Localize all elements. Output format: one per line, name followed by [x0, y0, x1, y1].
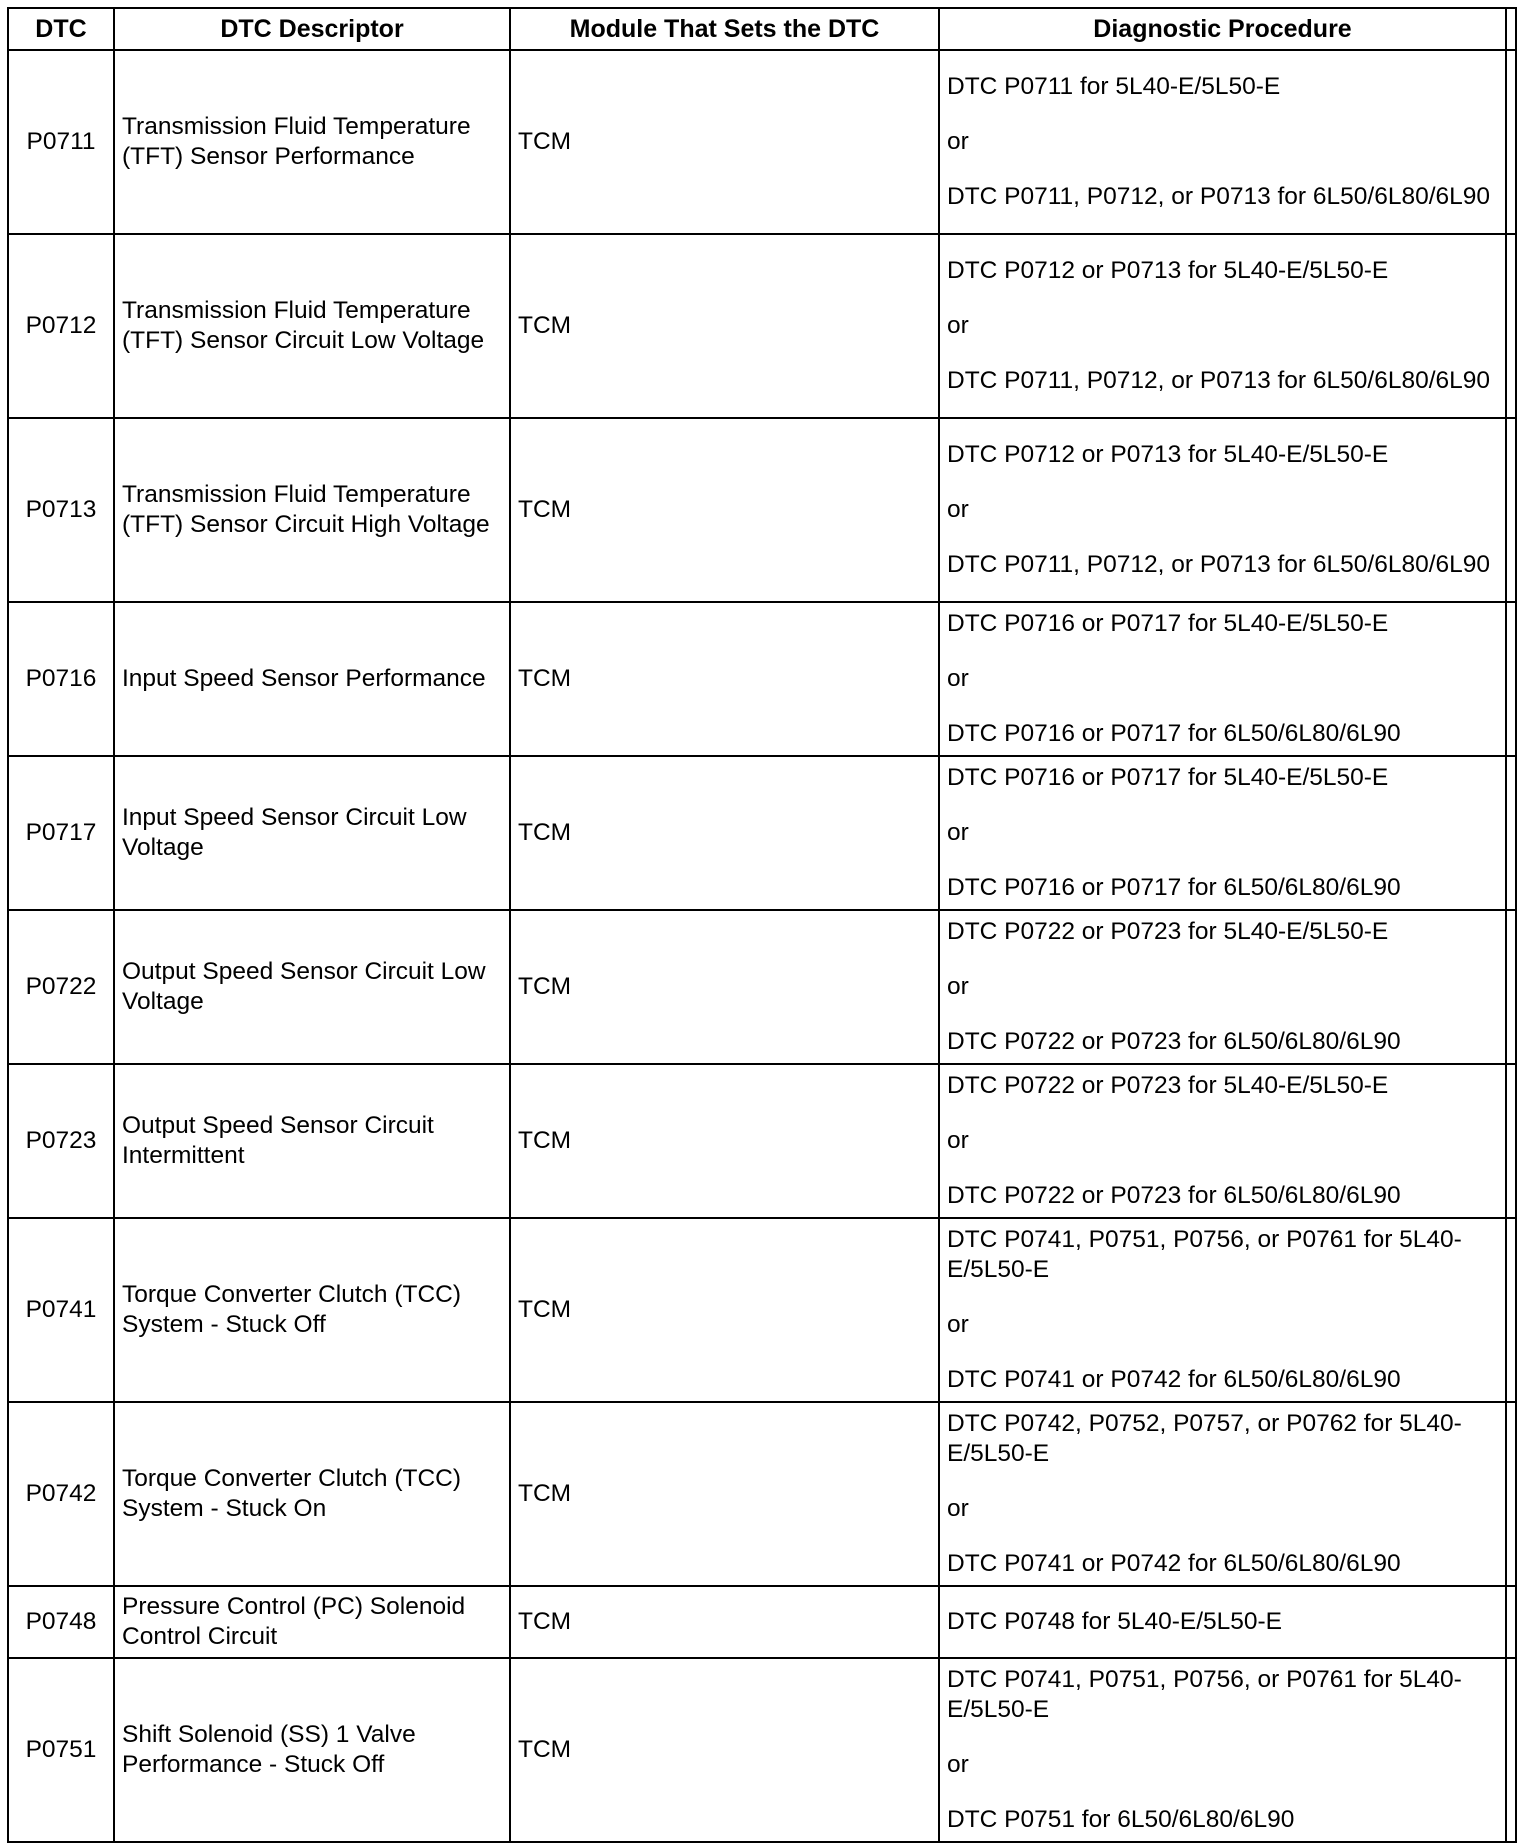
- descriptor-line: Output Speed Sensor Circuit: [122, 1112, 434, 1139]
- dtc-code: P0751: [8, 1658, 114, 1842]
- table-row: [8, 1064, 1516, 1218]
- descriptor-line: Voltage: [122, 988, 204, 1015]
- procedure-line: or: [947, 1311, 969, 1338]
- row-spacer: [1506, 910, 1516, 1064]
- procedure-line: DTC P0716 or P0717 for 5L40-E/5L50-E: [947, 764, 1389, 791]
- descriptor-line: Transmission Fluid Temperature: [122, 297, 471, 324]
- module: TCM: [510, 418, 939, 602]
- row-spacer: [1506, 1218, 1516, 1402]
- descriptor-line: Performance - Stuck Off: [122, 1751, 385, 1778]
- dtc-code: P0722: [8, 910, 114, 1064]
- row-spacer: [1506, 50, 1516, 234]
- module: TCM: [510, 234, 939, 418]
- dtc-code: P0716: [8, 602, 114, 756]
- diagnostic-procedure: [939, 1064, 1506, 1218]
- descriptor-line: Input Speed Sensor Circuit Low: [122, 804, 467, 831]
- dtc-descriptor: [114, 910, 510, 1064]
- descriptor-line: (TFT) Sensor Performance: [122, 143, 415, 170]
- header-spacer: [1506, 8, 1516, 50]
- procedure-line: DTC P0716 or P0717 for 5L40-E/5L50-E: [947, 610, 1389, 637]
- table-row: [8, 756, 1516, 910]
- procedure-line: DTC P0722 or P0723 for 6L50/6L80/6L90: [947, 1028, 1401, 1055]
- procedure-line: or: [947, 1495, 969, 1522]
- diagnostic-procedure: [939, 602, 1506, 756]
- header-descriptor: DTC Descriptor: [114, 8, 510, 50]
- dtc-descriptor: [114, 50, 510, 234]
- diagnostic-procedure: [939, 50, 1506, 234]
- procedure-line: DTC P0722 or P0723 for 5L40-E/5L50-E: [947, 1072, 1389, 1099]
- procedure-line: or: [947, 665, 969, 692]
- procedure-line: or: [947, 496, 969, 523]
- dtc-code: P0711: [8, 50, 114, 234]
- procedure-line: or: [947, 1751, 969, 1778]
- row-spacer: [1506, 1586, 1516, 1658]
- procedure-line: DTC P0712 or P0713 for 5L40-E/5L50-E: [947, 441, 1389, 468]
- diagnostic-procedure: [939, 910, 1506, 1064]
- dtc-table: [7, 7, 1517, 1843]
- procedure-line: or: [947, 128, 969, 155]
- procedure-line: DTC P0742, P0752, P0757, or P0762 for 5L40-E/5L50-E: [947, 1410, 1462, 1467]
- table-row: [8, 418, 1516, 602]
- procedure-line: DTC P0711, P0712, or P0713 for 6L50/6L80/6L90: [947, 367, 1491, 394]
- table-row: [8, 1658, 1516, 1842]
- module: TCM: [510, 1658, 939, 1842]
- dtc-descriptor: [114, 756, 510, 910]
- row-spacer: [1506, 1658, 1516, 1842]
- descriptor-line: Voltage: [122, 834, 204, 861]
- table-row: [8, 602, 1516, 756]
- descriptor-line: Transmission Fluid Temperature: [122, 113, 471, 140]
- table-row: [8, 1402, 1516, 1586]
- module: TCM: [510, 1218, 939, 1402]
- dtc-code: P0713: [8, 418, 114, 602]
- diagnostic-procedure: [939, 1218, 1506, 1402]
- descriptor-line: Transmission Fluid Temperature: [122, 481, 471, 508]
- diagnostic-procedure: [939, 1402, 1506, 1586]
- dtc-code: P0717: [8, 756, 114, 910]
- header-module: Module That Sets the DTC: [510, 8, 939, 50]
- header-row: [8, 8, 1516, 50]
- dtc-code: P0741: [8, 1218, 114, 1402]
- procedure-line: DTC P0722 or P0723 for 5L40-E/5L50-E: [947, 918, 1389, 945]
- row-spacer: [1506, 602, 1516, 756]
- descriptor-line: (TFT) Sensor Circuit High Voltage: [122, 511, 490, 538]
- module: TCM: [510, 756, 939, 910]
- dtc-code: P0723: [8, 1064, 114, 1218]
- dtc-descriptor: [114, 1402, 510, 1586]
- dtc-descriptor: [114, 602, 510, 756]
- dtc-descriptor: [114, 234, 510, 418]
- descriptor-line: Intermittent: [122, 1142, 245, 1169]
- row-spacer: [1506, 418, 1516, 602]
- descriptor-line: Torque Converter Clutch (TCC): [122, 1281, 462, 1308]
- procedure-line: DTC P0751 for 6L50/6L80/6L90: [947, 1806, 1295, 1833]
- dtc-code: P0712: [8, 234, 114, 418]
- procedure-line: DTC P0741, P0751, P0756, or P0761 for 5L40-E/5L50-E: [947, 1226, 1462, 1283]
- table-body: [8, 50, 1516, 1842]
- descriptor-line: Shift Solenoid (SS) 1 Valve: [122, 1721, 416, 1748]
- procedure-line: DTC P0716 or P0717 for 6L50/6L80/6L90: [947, 874, 1401, 901]
- module: TCM: [510, 50, 939, 234]
- procedure-line: DTC P0748 for 5L40-E/5L50-E: [947, 1608, 1283, 1635]
- procedure-line: DTC P0712 or P0713 for 5L40-E/5L50-E: [947, 257, 1389, 284]
- descriptor-line: Torque Converter Clutch (TCC): [122, 1465, 462, 1492]
- procedure-line: DTC P0741 or P0742 for 6L50/6L80/6L90: [947, 1550, 1401, 1577]
- descriptor-line: Output Speed Sensor Circuit Low: [122, 958, 486, 985]
- dtc-code: P0742: [8, 1402, 114, 1586]
- procedure-line: DTC P0741 or P0742 for 6L50/6L80/6L90: [947, 1366, 1401, 1393]
- table-row: [8, 910, 1516, 1064]
- descriptor-line: Pressure Control (PC) Solenoid: [122, 1593, 466, 1620]
- dtc-descriptor: [114, 1586, 510, 1658]
- procedure-line: DTC P0716 or P0717 for 6L50/6L80/6L90: [947, 720, 1401, 747]
- module: TCM: [510, 1586, 939, 1658]
- procedure-line: DTC P0741, P0751, P0756, or P0761 for 5L40-E/5L50-E: [947, 1666, 1462, 1723]
- procedure-line: DTC P0711 for 5L40-E/5L50-E: [947, 73, 1281, 100]
- table-row: [8, 1218, 1516, 1402]
- row-spacer: [1506, 1402, 1516, 1586]
- procedure-line: or: [947, 312, 969, 339]
- dtc-descriptor: [114, 1658, 510, 1842]
- module: TCM: [510, 602, 939, 756]
- procedure-line: or: [947, 973, 969, 1000]
- dtc-descriptor: [114, 1218, 510, 1402]
- procedure-line: DTC P0722 or P0723 for 6L50/6L80/6L90: [947, 1182, 1401, 1209]
- row-spacer: [1506, 234, 1516, 418]
- diagnostic-procedure: [939, 234, 1506, 418]
- table-row: [8, 50, 1516, 234]
- diagnostic-procedure: [939, 1586, 1506, 1658]
- row-spacer: [1506, 1064, 1516, 1218]
- table-row: [8, 1586, 1516, 1658]
- header-dtc: DTC: [8, 8, 114, 50]
- module: TCM: [510, 1064, 939, 1218]
- descriptor-line: Input Speed Sensor Performance: [122, 665, 486, 692]
- dtc-descriptor: [114, 418, 510, 602]
- header-procedure: Diagnostic Procedure: [939, 8, 1506, 50]
- descriptor-line: System - Stuck Off: [122, 1311, 326, 1338]
- table-row: [8, 234, 1516, 418]
- dtc-descriptor: [114, 1064, 510, 1218]
- descriptor-line: Control Circuit: [122, 1623, 278, 1650]
- procedure-line: or: [947, 1127, 969, 1154]
- diagnostic-procedure: [939, 1658, 1506, 1842]
- descriptor-line: (TFT) Sensor Circuit Low Voltage: [122, 327, 485, 354]
- module: TCM: [510, 1402, 939, 1586]
- module: TCM: [510, 910, 939, 1064]
- dtc-code: P0748: [8, 1586, 114, 1658]
- procedure-line: or: [947, 819, 969, 846]
- diagnostic-procedure: [939, 756, 1506, 910]
- procedure-line: DTC P0711, P0712, or P0713 for 6L50/6L80/6L90: [947, 183, 1491, 210]
- row-spacer: [1506, 756, 1516, 910]
- descriptor-line: System - Stuck On: [122, 1495, 327, 1522]
- diagnostic-procedure: [939, 418, 1506, 602]
- procedure-line: DTC P0711, P0712, or P0713 for 6L50/6L80/6L90: [947, 551, 1491, 578]
